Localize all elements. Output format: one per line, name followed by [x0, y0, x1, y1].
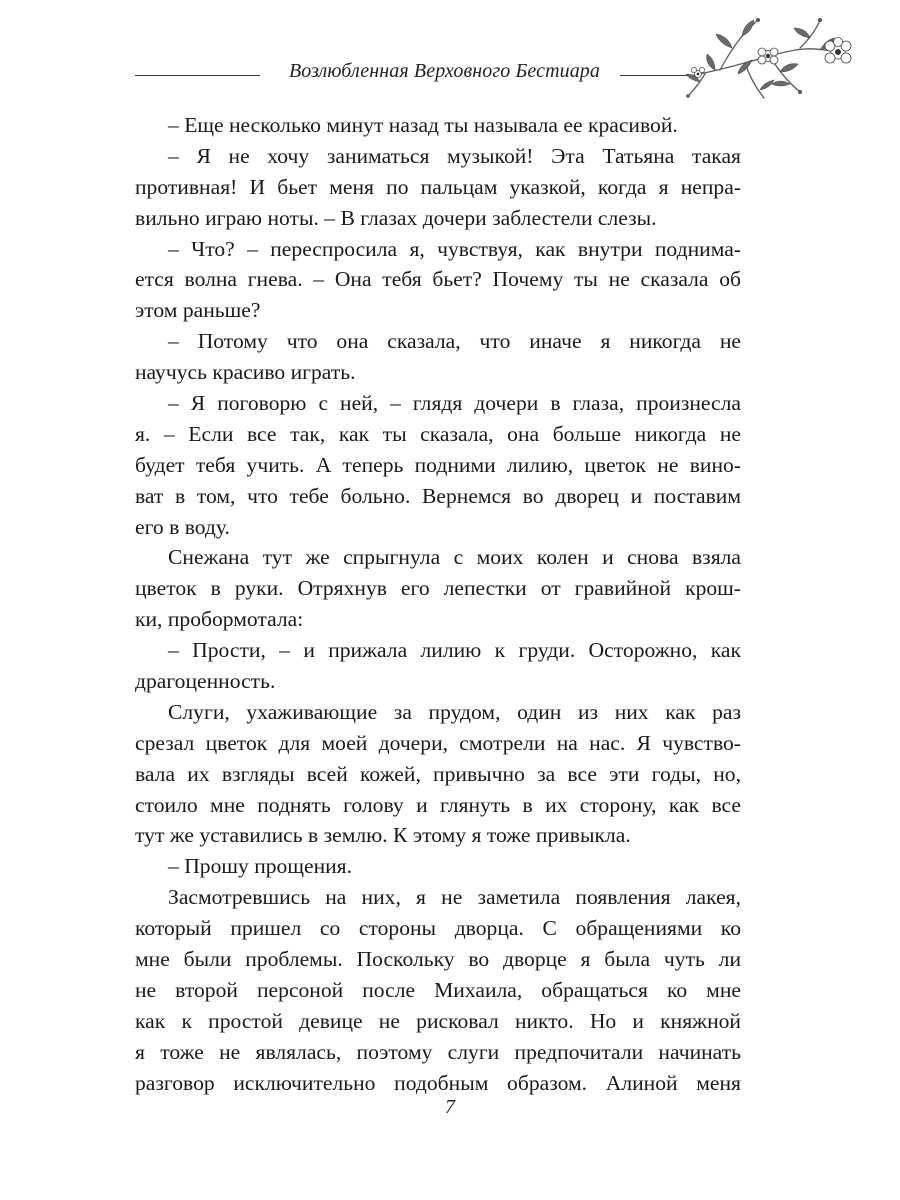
text-line: противная! И бьет меня по пальцам указкой, когда я непра-	[135, 174, 741, 199]
text-line: как к простой девице не рисковал никто. Но и княжной	[135, 1008, 741, 1033]
text-line: вала их взгляды всей кожей, привычно за все эти годы, но,	[135, 761, 741, 786]
text-line: – Потому что она сказала, что иначе я никогда не	[168, 329, 741, 354]
text-line: мне были проблемы. Поскольку во дворце я была чуть ли	[135, 947, 741, 972]
page-header	[0, 0, 900, 110]
text-line: – Я поговорю с ней, – глядя дочери в глаза, произнесла	[168, 391, 741, 416]
text-line: будет тебя учить. А теперь подними лилию, цветок не вино-	[135, 452, 741, 477]
text-line: цветок в руки. Отряхнув его лепестки от гравийной крош-	[135, 576, 741, 601]
text-line: – Что? – переспросила я, чувствуя, как внутри поднима-	[168, 236, 741, 261]
text-line: – Еще несколько минут назад ты называла ее красивой.	[168, 113, 678, 137]
text-line: не второй персоной после Михаила, обращаться ко мне	[135, 977, 741, 1002]
floral-vine-icon	[660, 8, 870, 108]
page-number: 7	[445, 1096, 455, 1118]
header-rule-left	[135, 75, 260, 76]
text-line: Снежана тут же спрыгнула с моих колен и снова взяла	[168, 545, 741, 570]
text-line: – Я не хочу заниматься музыкой! Эта Татьяна такая	[168, 143, 741, 168]
text-line: ки, пробормотала:	[135, 607, 304, 632]
text-line: я. – Если все так, как ты сказала, она больше никогда не	[135, 421, 741, 446]
text-line: Слуги, ухаживающие за прудом, один из них как раз	[168, 699, 741, 724]
text-line: который пришел со стороны дворца. С обращениями ко	[135, 916, 741, 941]
text-line: его в воду.	[135, 514, 230, 539]
body-text	[135, 110, 741, 1099]
text-line: этом раньше?	[135, 298, 261, 323]
text-line: срезал цветок для моей дочери, смотрели на нас. Я чувство-	[135, 730, 741, 755]
text-line: я тоже не являлась, поэтому слуги предпочитали начинать	[135, 1039, 741, 1064]
text-line: – Прошу прощения.	[168, 854, 353, 879]
text-line: разговор исключительно подобным образом. Алиной меня	[135, 1070, 741, 1095]
text-line: Засмотревшись на них, я не заметила появления лакея,	[168, 885, 741, 910]
text-line: ется волна гнева. – Она тебя бьет? Почему ты не сказала об	[135, 267, 741, 292]
text-line: вильно играю ноты. – В глазах дочери заблестели слезы.	[135, 205, 657, 230]
text-line: драгоценность.	[135, 669, 276, 694]
running-title: Возлюбленная Верховного Бестиара	[288, 60, 601, 82]
text-line: ват в том, что тебе больно. Вернемся во дворец и поставим	[135, 483, 741, 508]
text-line: стоило мне поднять голову и глянуть в их сторону, как все	[135, 792, 741, 817]
text-line: – Прости, – и прижала лилию к груди. Осторожно, как	[168, 638, 741, 663]
text-line: научусь красиво играть.	[135, 360, 356, 385]
text-line: тут же уставились в землю. К этому я тоже привыкла.	[135, 823, 631, 848]
